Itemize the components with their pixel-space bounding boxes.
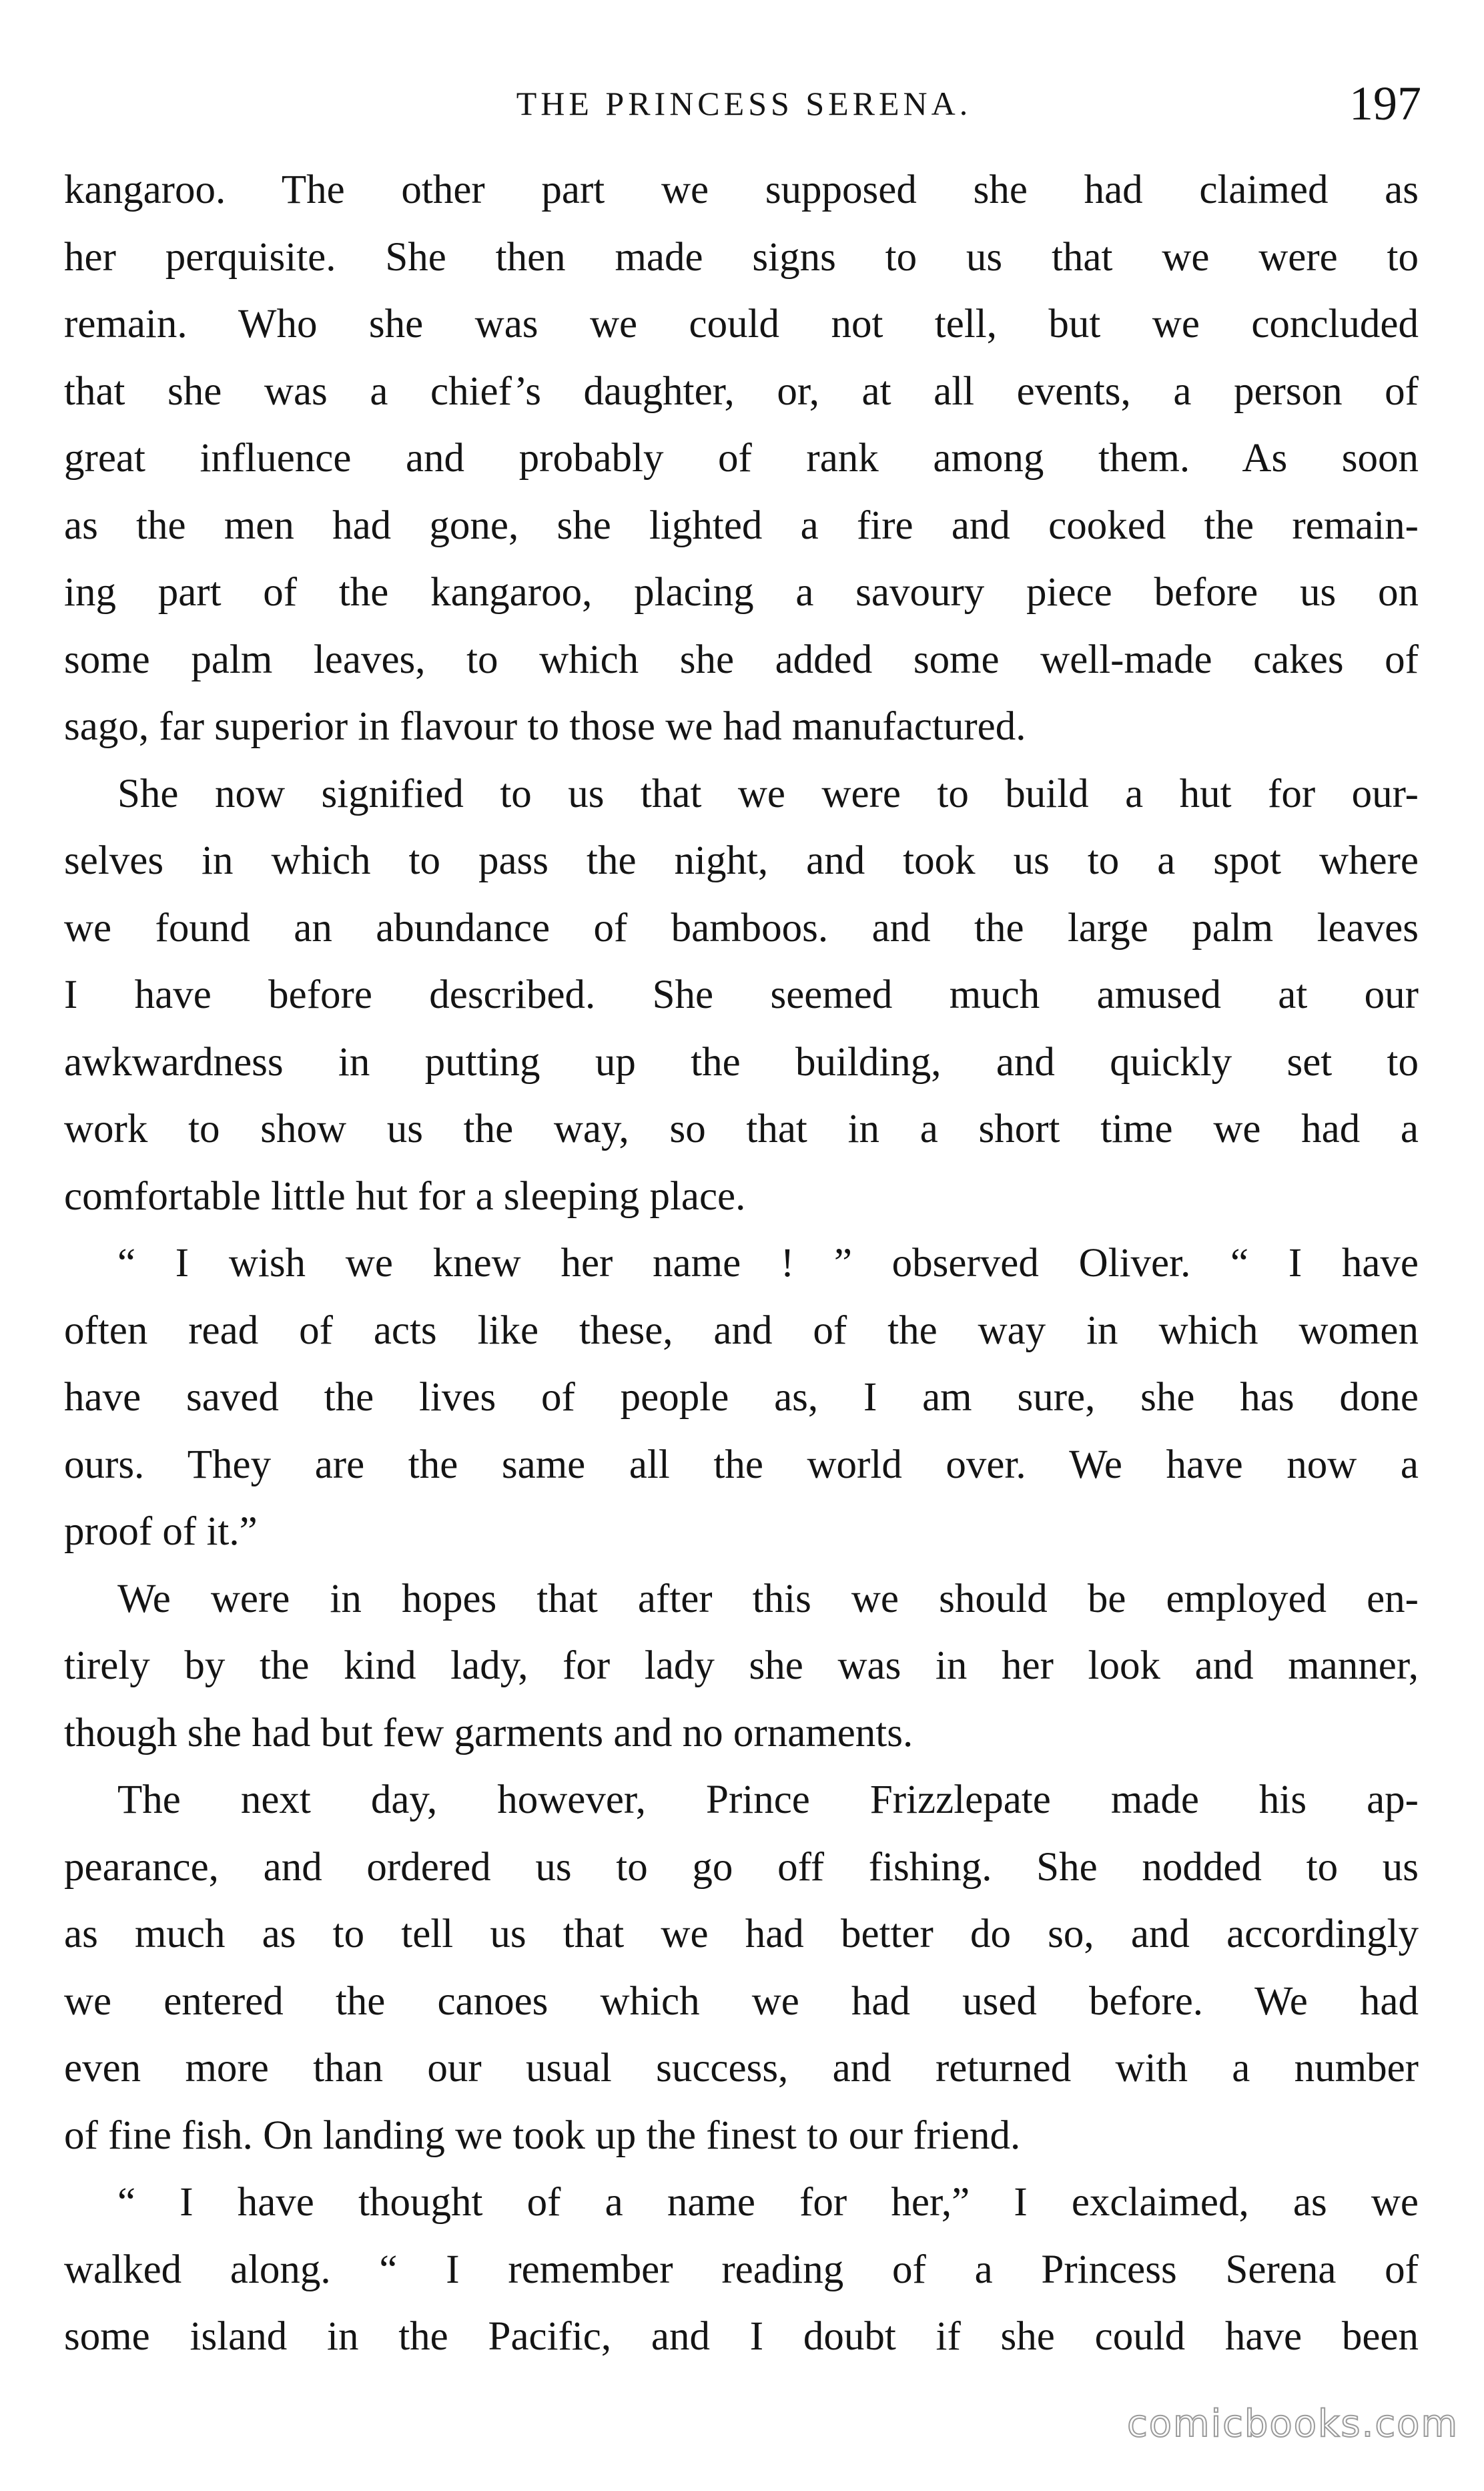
text-line: her perquisite. She then made signs to us that we were to bbox=[64, 234, 1419, 280]
text-line: some island in the Pacific, and I doubt if she could have been bbox=[64, 2314, 1419, 2359]
text-line: of fine fish. On landing we took up the finest to our friend. bbox=[64, 2113, 1021, 2158]
text-line: that she was a chief’s daughter, or, at all events, a person of bbox=[64, 368, 1419, 414]
text-line: selves in which to pass the night, and took us to a spot where bbox=[64, 838, 1419, 883]
text-line: some palm leaves, to which she added some well-made cakes of bbox=[64, 637, 1419, 682]
watermark-logo: comicbooks.com bbox=[1126, 2402, 1459, 2446]
paragraph bbox=[64, 761, 1419, 1231]
text-line: even more than our usual success, and returned with a number bbox=[64, 2046, 1419, 2091]
text-line: awkwardness in putting up the building, and quickly set to bbox=[64, 1039, 1419, 1085]
text-line: comfortable little hut for a sleeping place. bbox=[64, 1173, 746, 1219]
body-text bbox=[64, 157, 1419, 2371]
paragraph bbox=[64, 1767, 1419, 2169]
text-line: The next day, however, Prince Frizzlepate made his ap- bbox=[117, 1777, 1419, 1822]
text-line: work to show us the way, so that in a short time we had a bbox=[64, 1107, 1419, 1151]
paragraph bbox=[64, 1230, 1419, 1566]
text-line: She now signified to us that we were to build a hut for our- bbox=[117, 771, 1419, 816]
text-line: “ I wish we knew her name ! ” observed Oliver. “ I have bbox=[117, 1241, 1419, 1286]
text-line: often read of acts like these, and of the way in which women bbox=[64, 1308, 1419, 1353]
text-line: sago, far superior in flavour to those we had manufactured. bbox=[64, 704, 1026, 749]
page-number: 197 bbox=[1349, 77, 1421, 130]
paragraph bbox=[64, 157, 1419, 761]
text-line: “ I have thought of a name for her,” I exclaimed, as we bbox=[117, 2180, 1419, 2225]
text-line: We were in hopes that after this we should be employed en- bbox=[117, 1576, 1419, 1621]
text-line: remain. Who she was we could not tell, but we concluded bbox=[64, 302, 1419, 346]
text-line: I have before described. She seemed much amused at our bbox=[64, 973, 1419, 1017]
paragraph bbox=[64, 2169, 1419, 2371]
text-line: have saved the lives of people as, I am sure, she has done bbox=[64, 1375, 1419, 1420]
text-line: great influence and probably of rank among them. As soon bbox=[64, 436, 1419, 481]
text-line: as much as to tell us that we had better do so, and accordingly bbox=[64, 1912, 1419, 1956]
text-line: proof of it.” bbox=[64, 1509, 258, 1554]
text-line: walked along. “ I remember reading of a Princess Serena of bbox=[64, 2247, 1419, 2292]
text-line: pearance, and ordered us to go off fishing. She nodded to us bbox=[64, 1844, 1419, 1890]
text-line: kangaroo. The other part we supposed she had claimed as bbox=[64, 168, 1419, 212]
text-line: we entered the canoes which we had used before. We had bbox=[64, 1978, 1419, 2024]
text-line: tirely by the kind lady, for lady she was in her look and manner, bbox=[64, 1643, 1419, 1688]
text-line: ours. They are the same all the world over. We have now a bbox=[64, 1442, 1419, 1487]
running-title: THE PRINCESS SERENA. bbox=[516, 85, 972, 122]
paragraph bbox=[64, 1566, 1419, 1767]
text-line: though she had but few garments and no ornaments. bbox=[64, 1710, 913, 1755]
text-line: we found an abundance of bamboos. and the large palm leaves bbox=[64, 905, 1419, 950]
running-head bbox=[67, 63, 1421, 144]
text-line: ing part of the kangaroo, placing a savoury piece before us on bbox=[64, 570, 1419, 615]
text-line: as the men had gone, she lighted a fire and cooked the remain- bbox=[64, 503, 1419, 548]
